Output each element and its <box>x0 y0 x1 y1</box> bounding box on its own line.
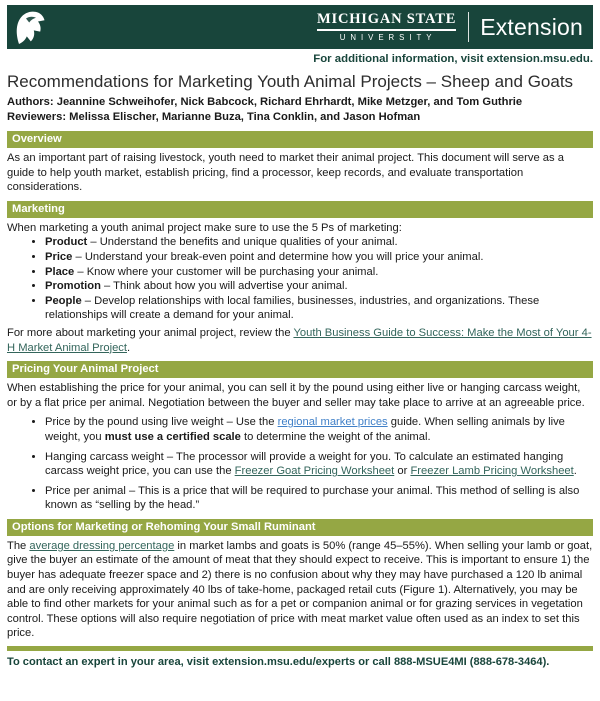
msu-extension-masthead <box>7 5 593 49</box>
bold-text: Product <box>45 236 88 249</box>
university-wordmark: UNIVERSITY <box>339 32 437 42</box>
bullet-list <box>7 415 593 513</box>
text-run: in market lambs and goats is 50% (range 45–55%). When selling your lamb or goat, give the buyer an estimate of the amount of meat that they should expect to receive. This is important to ensure 1) the buyer has adequate freezer space and 2) there is no confusion about why they may have purchased a 120 lb animal and are only receiving approximately 40 lbs of take-home, packaged retail cuts (Figure 1). Alternatively, you may be able to find other markets for your animal such as for a pet or companion animal or for grazing services in vegetation control. These options will also require negotiation of price with meat market value often used as an index to set this price. <box>7 539 593 640</box>
text-run: Hanging carcass weight – The processor will provide a weight for you. To calculate an estimated hanging carcass weight price, you can use the <box>45 450 564 478</box>
section-header-pricing-your-animal-project: Pricing Your Animal Project <box>7 361 593 378</box>
text-run: Price per animal – This is a price that will be required to purchase your animal. This method of selling is also known as “selling by the head.” <box>45 484 580 512</box>
average-dressing-percentage-link[interactable]: average dressing percentage <box>29 539 175 552</box>
paragraph <box>7 151 593 195</box>
list-item <box>45 415 593 444</box>
text-run: – Think about how you will advertise your animal. <box>100 280 348 293</box>
extension-label: Extension <box>480 13 583 40</box>
msu-wordmark <box>317 12 456 41</box>
text-run: – Know where your customer will be purchasing your animal. <box>74 265 379 278</box>
text-run: . <box>573 465 577 478</box>
bold-text: Promotion <box>45 280 101 293</box>
section-header-options-for-marketing-or-rehoming: Options for Marketing or Rehoming Your Small Ruminant <box>7 519 593 536</box>
text-run: Price by the pound using live weight – Use the <box>45 416 278 429</box>
list-item <box>45 484 593 513</box>
text-run: The <box>7 539 30 552</box>
footer-divider <box>7 646 593 651</box>
section-header-overview: Overview <box>7 131 593 148</box>
bullet-list <box>7 235 593 323</box>
freezer-lamb-pricing-worksheet-link[interactable]: Freezer Lamb Pricing Worksheet <box>410 465 574 478</box>
bold-text: must use a certified scale <box>104 430 241 443</box>
text-run: – Develop relationships with local families, businesses, industries, and organizations. These relationships will create a demand for your animal. <box>45 294 540 322</box>
paragraph <box>7 381 593 410</box>
regional-market-prices-link[interactable]: regional market prices <box>277 416 388 429</box>
list-item <box>45 294 593 323</box>
bold-text: People <box>45 294 82 307</box>
reviewers-line: Reviewers: Melissa Elischer, Marianne Buza, Tina Conklin, and Jason Hofman <box>7 111 421 123</box>
list-item <box>45 265 593 280</box>
list-item <box>45 250 593 265</box>
text-run: As an important part of raising livestock, youth need to market their animal project. This document will serve as a guide to help youth market, establish pricing, find a processor, keep records, and evaluate transportation considerations. <box>7 152 564 194</box>
spartan-helmet-icon <box>14 9 46 45</box>
text-run: to determine the weight of the animal. <box>240 430 431 443</box>
text-run: When establishing the price for your animal, you can sell it by the pound using either live or hanging carcass weight, or by a flat price per animal. Negotiation between the buyer and seller may take place to arrive at an agreeable price. <box>7 382 585 409</box>
paragraph <box>7 221 593 236</box>
msu-wordmark-group <box>317 12 583 42</box>
list-item <box>45 235 593 250</box>
freezer-goat-pricing-worksheet-link[interactable]: Freezer Goat Pricing Worksheet <box>234 465 395 478</box>
bold-text: Place <box>45 265 75 278</box>
paragraph <box>7 539 593 641</box>
text-run: . <box>127 341 131 354</box>
authors-line: Authors: Jeannine Schweihofer, Nick Babcock, Richard Ehrhardt, Mike Metzger, and Tom Guthrie <box>7 96 523 108</box>
list-item <box>45 450 593 479</box>
bold-text: Price <box>45 250 73 263</box>
youth-business-guide-link[interactable]: Youth Business Guide to Success: Make the Most of Your 4-H Market Animal Project <box>7 326 592 354</box>
michigan-state-wordmark: MICHIGAN STATE <box>317 12 456 31</box>
info-tagline: For additional information, visit extension.msu.edu. <box>313 53 593 65</box>
list-item <box>45 279 593 294</box>
document-body <box>7 131 593 641</box>
text-run: – Understand your break-even point and determine how you will price your animal. <box>72 250 484 263</box>
paragraph <box>7 326 593 355</box>
text-run: or <box>394 465 411 478</box>
text-run: – Understand the benefits and unique qualities of your animal. <box>87 236 398 249</box>
footer-contact-text: To contact an expert in your area, visit extension.msu.edu/experts or call 888-MSUE4MI (888-678-3464). <box>7 656 550 669</box>
section-header-marketing: Marketing <box>7 201 593 218</box>
text-run: For more about marketing your animal project, review the <box>7 326 294 339</box>
page-title: Recommendations for Marketing Youth Animal Projects – Sheep and Goats <box>7 72 574 91</box>
text-run: guide. When selling animals by live weight, you <box>45 416 565 443</box>
masthead-divider <box>468 12 469 42</box>
text-run: When marketing a youth animal project make sure to use the 5 Ps of marketing: <box>7 221 402 234</box>
